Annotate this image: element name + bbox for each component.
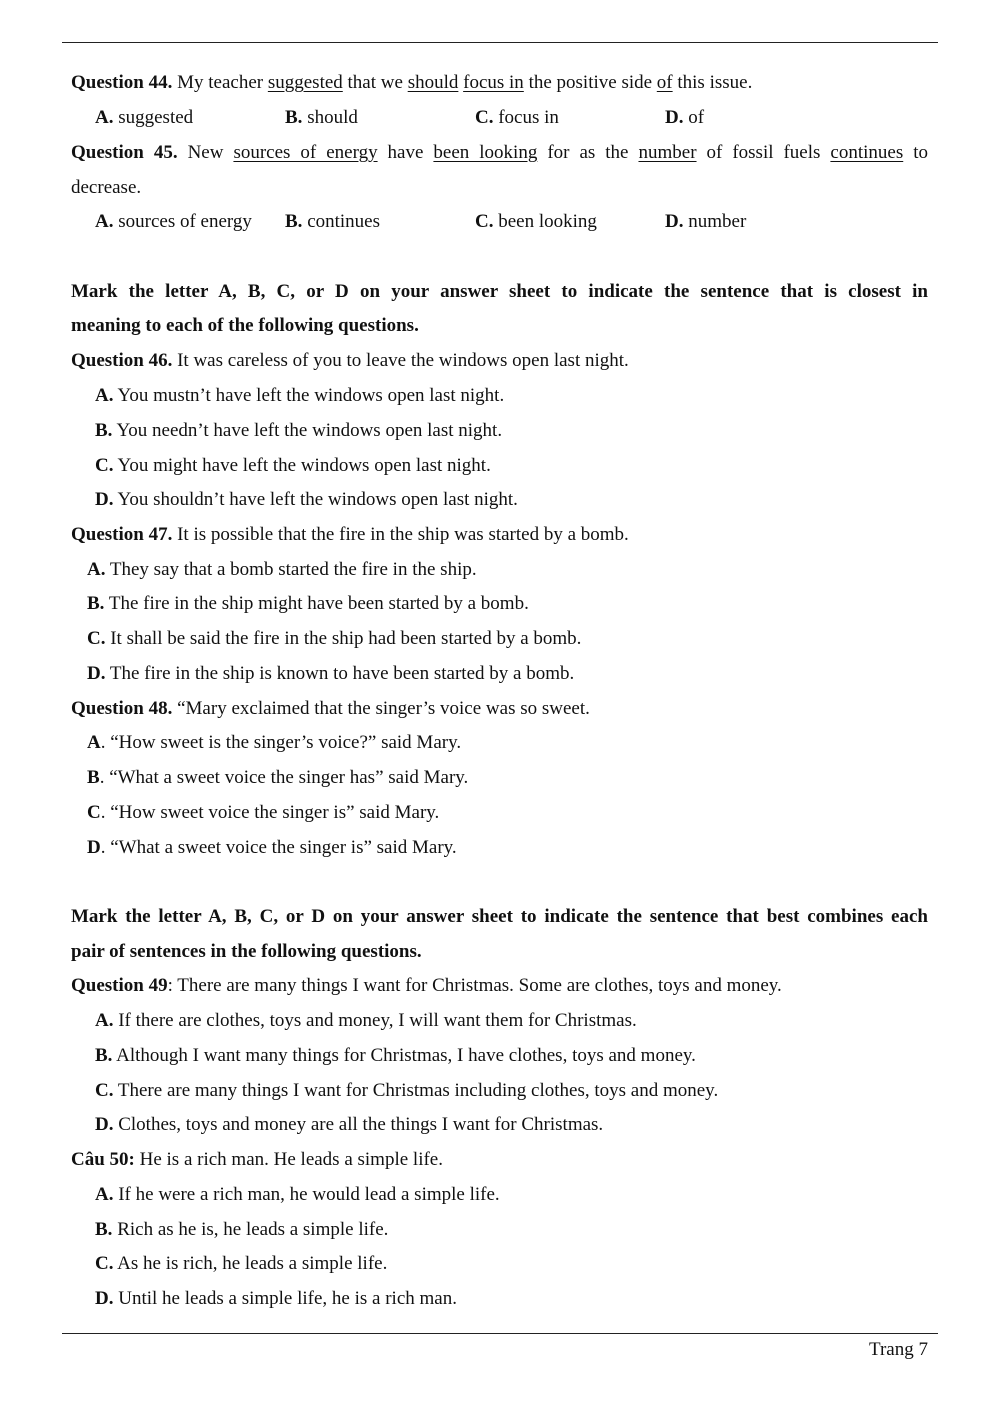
question-44-label: Question 44. [71, 72, 173, 93]
question-50-option-d[interactable]: D. Until he leads a simple life, he is a rich man. [95, 1288, 457, 1309]
footer-rule [62, 1333, 938, 1334]
question-46-option-a[interactable]: A. You mustn’t have left the windows open last night. [95, 385, 505, 406]
underlined-option-d: number [638, 142, 697, 163]
question-45-option-c[interactable]: C. been looking [475, 211, 597, 232]
question-49-option-c[interactable]: C. There are many things I want for Christmas including clothes, toys and money. [95, 1080, 719, 1101]
question-45-option-a[interactable]: A. sources of energy [95, 211, 252, 232]
question-46-label: Question 46. [71, 350, 173, 371]
question-50-option-a[interactable]: A. If he were a rich man, he would lead a simple life. [95, 1184, 500, 1205]
header-rule [62, 42, 938, 43]
question-48-option-b[interactable]: B. “What a sweet voice the singer has” said Mary. [87, 767, 469, 788]
question-46-option-d[interactable]: D. You shouldn’t have left the windows open last night. [95, 489, 518, 510]
question-45-label: Question 45. [71, 142, 178, 163]
question-46-stem: Question 46. It was careless of you to leave the windows open last night. [71, 350, 629, 371]
instruction-closest-meaning-cont: meaning to each of the following questions. [71, 315, 419, 336]
underlined-option-d: of [656, 72, 673, 93]
underlined-option-b: continues [830, 142, 904, 163]
question-48-option-d[interactable]: D. “What a sweet voice the singer is” said Mary. [87, 837, 457, 858]
question-47-option-b[interactable]: B. The fire in the ship might have been started by a bomb. [87, 593, 529, 614]
question-45-option-b[interactable]: B. continues [285, 211, 381, 232]
underlined-option-b: should [407, 72, 459, 93]
question-49-option-b[interactable]: B. Although I want many things for Christmas, I have clothes, toys and money. [95, 1045, 696, 1066]
question-45-option-d[interactable]: D. number [665, 211, 747, 232]
question-44-option-b[interactable]: B. should [285, 107, 358, 128]
question-47-option-a[interactable]: A. They say that a bomb started the fire in the ship. [87, 559, 477, 580]
instruction-best-combines-cont: pair of sentences in the following questions. [71, 941, 422, 962]
question-50-option-c[interactable]: C. As he is rich, he leads a simple life. [95, 1253, 388, 1274]
underlined-option-c: focus in [463, 72, 524, 93]
question-50-option-b[interactable]: B. Rich as he is, he leads a simple life. [95, 1219, 389, 1240]
question-47-stem: Question 47. It is possible that the fire in the ship was started by a bomb. [71, 524, 629, 545]
question-48-option-a[interactable]: A. “How sweet is the singer’s voice?” said Mary. [87, 732, 462, 753]
question-49-stem: Question 49: There are many things I want for Christmas. Some are clothes, toys and money. [71, 975, 782, 996]
question-45-stem-continued: decrease. [71, 177, 142, 198]
question-50-stem: Câu 50: He is a rich man. He leads a simple life. [71, 1149, 443, 1170]
question-44-option-c[interactable]: C. focus in [475, 107, 559, 128]
instruction-closest-meaning: Mark the letter A, B, C, or D on your answer sheet to indicate the sentence that is closest in [71, 281, 928, 302]
question-48-option-c[interactable]: C. “How sweet voice the singer is” said Mary. [87, 802, 440, 823]
question-50-label: Câu 50: [71, 1149, 135, 1170]
underlined-option-a: sources of energy [233, 142, 378, 163]
underlined-option-c: been looking [433, 142, 538, 163]
question-47-label: Question 47. [71, 524, 173, 545]
question-45-stem: Question 45. New sources of energy have been looking for as the number of fossil fuels continues to [71, 142, 928, 163]
question-47-option-c[interactable]: C. It shall be said the fire in the ship had been started by a bomb. [87, 628, 582, 649]
question-46-option-b[interactable]: B. You needn’t have left the windows open last night. [95, 420, 503, 441]
underlined-option-a: suggested [267, 72, 343, 93]
question-49-option-d[interactable]: D. Clothes, toys and money are all the things I want for Christmas. [95, 1114, 604, 1135]
question-44-option-a[interactable]: A. suggested [95, 107, 194, 128]
question-48-stem: Question 48. “Mary exclaimed that the singer’s voice was so sweet. [71, 698, 590, 719]
instruction-best-combines: Mark the letter A, B, C, or D on your answer sheet to indicate the sentence that best combines each [71, 906, 928, 927]
question-44-stem: Question 44. My teacher suggested that we should focus in the positive side of this issue. [71, 72, 753, 93]
question-48-label: Question 48. [71, 698, 173, 719]
question-46-option-c[interactable]: C. You might have left the windows open last night. [95, 455, 491, 476]
question-47-option-d[interactable]: D. The fire in the ship is known to have been started by a bomb. [87, 663, 575, 684]
question-44-option-d[interactable]: D. of [665, 107, 705, 128]
page-number: Trang 7 [869, 1339, 928, 1360]
question-49-label: Question 49 [71, 975, 168, 996]
question-49-option-a[interactable]: A. If there are clothes, toys and money, I will want them for Christmas. [95, 1010, 637, 1031]
